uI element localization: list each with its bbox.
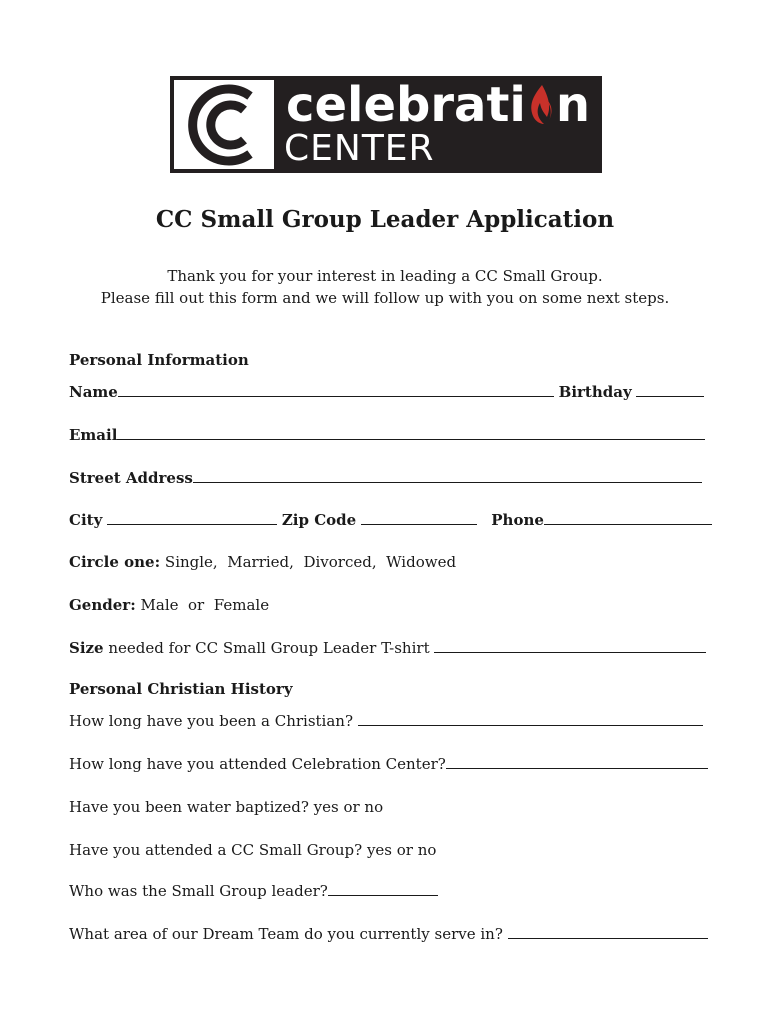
section-personal-information: Personal Information xyxy=(69,351,249,369)
street-row xyxy=(69,467,702,489)
email-label: Email xyxy=(69,426,118,444)
attendance-duration-field[interactable] xyxy=(446,755,708,769)
phone-field[interactable] xyxy=(544,511,712,525)
logo-text-part1: celebrati xyxy=(286,77,526,133)
dream-team-area-field[interactable] xyxy=(508,925,708,939)
intro-line-2: Please fill out this form and we will follow up with you on some next steps. xyxy=(100,289,670,307)
city-field[interactable] xyxy=(107,511,277,525)
phone-label: Phone xyxy=(491,511,544,529)
city-zip-phone-row xyxy=(69,509,712,531)
logo-text-part2: n xyxy=(555,77,591,133)
birthday-label: Birthday xyxy=(558,383,632,401)
question-attended-small-group[interactable]: Have you attended a CC Small Group? yes or no xyxy=(69,841,437,859)
street-address-field[interactable] xyxy=(193,469,702,483)
flame-icon xyxy=(526,83,556,125)
email-row xyxy=(69,424,705,446)
celebration-center-logo xyxy=(170,76,602,173)
page-title: CC Small Group Leader Application xyxy=(155,206,615,233)
marital-status-row xyxy=(69,551,456,573)
question-small-group-leader: Who was the Small Group leader? xyxy=(69,882,328,900)
small-group-leader-field[interactable] xyxy=(328,882,438,896)
zip-code-field[interactable] xyxy=(361,511,477,525)
question-row-christian xyxy=(69,710,703,732)
gender-options[interactable]: Male or Female xyxy=(140,596,270,614)
city-label: City xyxy=(69,511,103,529)
intro-line-1: Thank you for your interest in leading a CC Small Group. xyxy=(167,267,603,285)
question-attendance-duration: How long have you attended Celebration Center? xyxy=(69,755,446,773)
name-row xyxy=(69,381,704,403)
email-field[interactable] xyxy=(117,426,705,440)
name-label: Name xyxy=(69,383,118,401)
section-christian-history: Personal Christian History xyxy=(69,680,293,698)
cc-monogram-icon xyxy=(174,80,274,169)
street-address-label: Street Address xyxy=(69,469,193,487)
birthday-field[interactable] xyxy=(636,383,704,397)
christian-duration-field[interactable] xyxy=(358,712,703,726)
question-row-leader xyxy=(69,880,438,902)
tshirt-size-row xyxy=(69,637,706,659)
question-row-attendance xyxy=(69,753,708,775)
logo-word-celebration xyxy=(286,76,590,134)
tshirt-size-field[interactable] xyxy=(434,639,706,653)
gender-row xyxy=(69,594,269,616)
question-row-dream-team xyxy=(69,923,708,945)
circle-one-label: Circle one: xyxy=(69,553,161,571)
size-text: needed for CC Small Group Leader T-shirt xyxy=(108,639,430,657)
size-label: Size xyxy=(69,639,104,657)
zip-code-label: Zip Code xyxy=(281,511,357,529)
marital-status-options[interactable]: Single, Married, Divorced, Widowed xyxy=(164,553,457,571)
question-water-baptized[interactable]: Have you been water baptized? yes or no xyxy=(69,798,384,816)
logo-word-center: CENTER xyxy=(284,128,435,169)
name-field[interactable] xyxy=(118,383,554,397)
gender-label: Gender: xyxy=(69,596,136,614)
question-christian-duration: How long have you been a Christian? xyxy=(69,712,354,730)
question-dream-team-area: What area of our Dream Team do you currently serve in? xyxy=(69,925,503,943)
